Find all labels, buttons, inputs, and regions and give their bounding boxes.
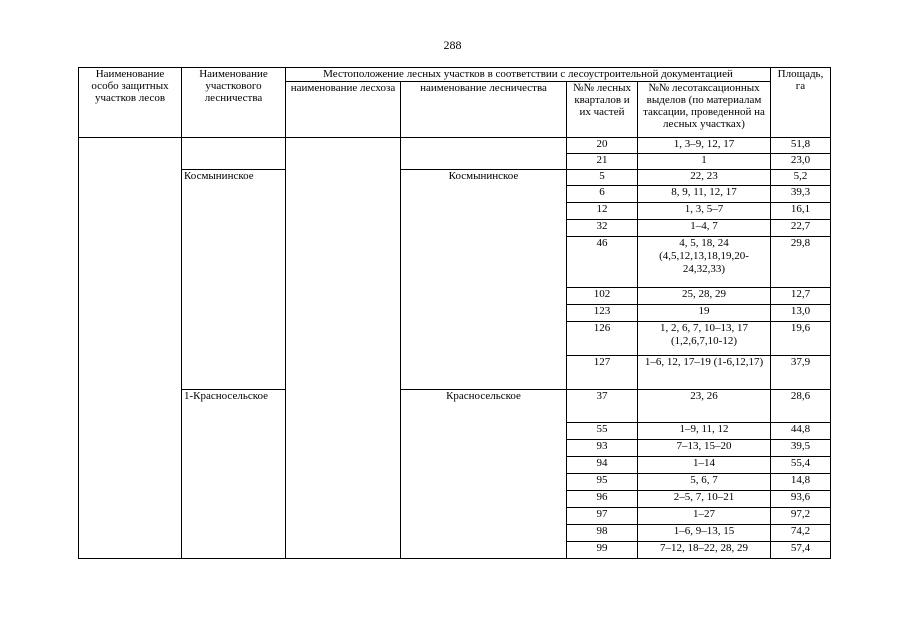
area-cell: 97,2 (771, 508, 831, 525)
header-leskhoz: наименование лесхоза (286, 82, 401, 138)
vydels-cell: 1–27 (638, 508, 771, 525)
quarter-cell: 96 (567, 491, 638, 508)
table-row (79, 170, 831, 186)
header-forestry: наименование лесничества (401, 82, 567, 138)
forestry-cell: Космынинское (401, 170, 567, 390)
quarter-cell: 93 (567, 440, 638, 457)
quarter-cell: 6 (567, 186, 638, 203)
vydels-cell: 1–9, 11, 12 (638, 423, 771, 440)
area-cell: 44,8 (771, 423, 831, 440)
header-vydels: №№ лесотаксационных выделов (по материалам таксации, проведенной на лесных участках) (638, 82, 771, 138)
area-cell: 13,0 (771, 305, 831, 322)
quarter-cell: 46 (567, 237, 638, 288)
header-location-group: Местоположение лесных участков в соответствии с лесоустроительной документацией (286, 68, 771, 82)
area-cell: 39,3 (771, 186, 831, 203)
quarter-cell: 97 (567, 508, 638, 525)
local-forestry-cell: Космынинское (182, 170, 286, 390)
vydels-cell: 1–14 (638, 457, 771, 474)
table-header (79, 68, 831, 138)
area-cell: 39,5 (771, 440, 831, 457)
quarter-cell: 94 (567, 457, 638, 474)
local-forestry-cell: 1-Красносельское (182, 390, 286, 559)
vydels-cell: 1–6, 12, 17–19 (1-6,12,17) (638, 356, 771, 390)
quarter-cell: 123 (567, 305, 638, 322)
vydels-cell: 7–13, 15–20 (638, 440, 771, 457)
header-quarters: №№ лесных кварталов и их частей (567, 82, 638, 138)
quarter-cell: 20 (567, 138, 638, 154)
quarter-cell: 12 (567, 203, 638, 220)
table-body (79, 138, 831, 559)
area-cell: 57,4 (771, 542, 831, 559)
page-number: 288 (443, 38, 462, 52)
area-cell: 5,2 (771, 170, 831, 186)
area-cell: 12,7 (771, 288, 831, 305)
quarter-cell: 95 (567, 474, 638, 491)
quarter-cell: 98 (567, 525, 638, 542)
area-cell: 16,1 (771, 203, 831, 220)
area-cell: 37,9 (771, 356, 831, 390)
area-cell: 22,7 (771, 220, 831, 237)
area-cell: 28,6 (771, 390, 831, 423)
quarter-cell: 55 (567, 423, 638, 440)
quarter-cell: 126 (567, 322, 638, 356)
quarter-cell: 5 (567, 170, 638, 186)
vydels-cell: 1–4, 7 (638, 220, 771, 237)
area-cell: 29,8 (771, 237, 831, 288)
vydels-cell: 7–12, 18–22, 28, 29 (638, 542, 771, 559)
header-area: Площадь, га (771, 68, 831, 138)
vydels-cell: 4, 5, 18, 24 (4,5,12,13,18,19,20-24,32,33) (638, 237, 771, 288)
vydels-cell: 19 (638, 305, 771, 322)
quarter-cell: 21 (567, 154, 638, 170)
area-cell: 74,2 (771, 525, 831, 542)
forestry-cell (401, 138, 567, 170)
vydels-cell: 5, 6, 7 (638, 474, 771, 491)
vydels-cell: 1 (638, 154, 771, 170)
quarter-cell: 102 (567, 288, 638, 305)
quarter-cell: 99 (567, 542, 638, 559)
quarter-cell: 32 (567, 220, 638, 237)
protective-area-cell (79, 138, 182, 559)
local-forestry-cell (182, 138, 286, 170)
area-cell: 23,0 (771, 154, 831, 170)
vydels-cell: 1, 2, 6, 7, 10–13, 17 (1,2,6,7,10-12) (638, 322, 771, 356)
area-cell: 19,6 (771, 322, 831, 356)
header-local-forestry: Наименование участкового лесничества (182, 68, 286, 138)
vydels-cell: 23, 26 (638, 390, 771, 423)
forestry-cell: Красносельское (401, 390, 567, 559)
vydels-cell: 22, 23 (638, 170, 771, 186)
vydels-cell: 8, 9, 11, 12, 17 (638, 186, 771, 203)
area-cell: 93,6 (771, 491, 831, 508)
vydels-cell: 1, 3–9, 12, 17 (638, 138, 771, 154)
header-protective-area: Наименование особо защитных участков лесов (79, 68, 182, 138)
quarter-cell: 37 (567, 390, 638, 423)
vydels-cell: 1–6, 9–13, 15 (638, 525, 771, 542)
quarter-cell: 127 (567, 356, 638, 390)
area-cell: 55,4 (771, 457, 831, 474)
area-cell: 51,8 (771, 138, 831, 154)
table-row (79, 138, 831, 154)
vydels-cell: 25, 28, 29 (638, 288, 771, 305)
vydels-cell: 1, 3, 5–7 (638, 203, 771, 220)
table-row (79, 390, 831, 423)
leskhoz-cell (286, 138, 401, 559)
area-cell: 14,8 (771, 474, 831, 491)
vydels-cell: 2–5, 7, 10–21 (638, 491, 771, 508)
forest-plots-table (78, 67, 831, 559)
